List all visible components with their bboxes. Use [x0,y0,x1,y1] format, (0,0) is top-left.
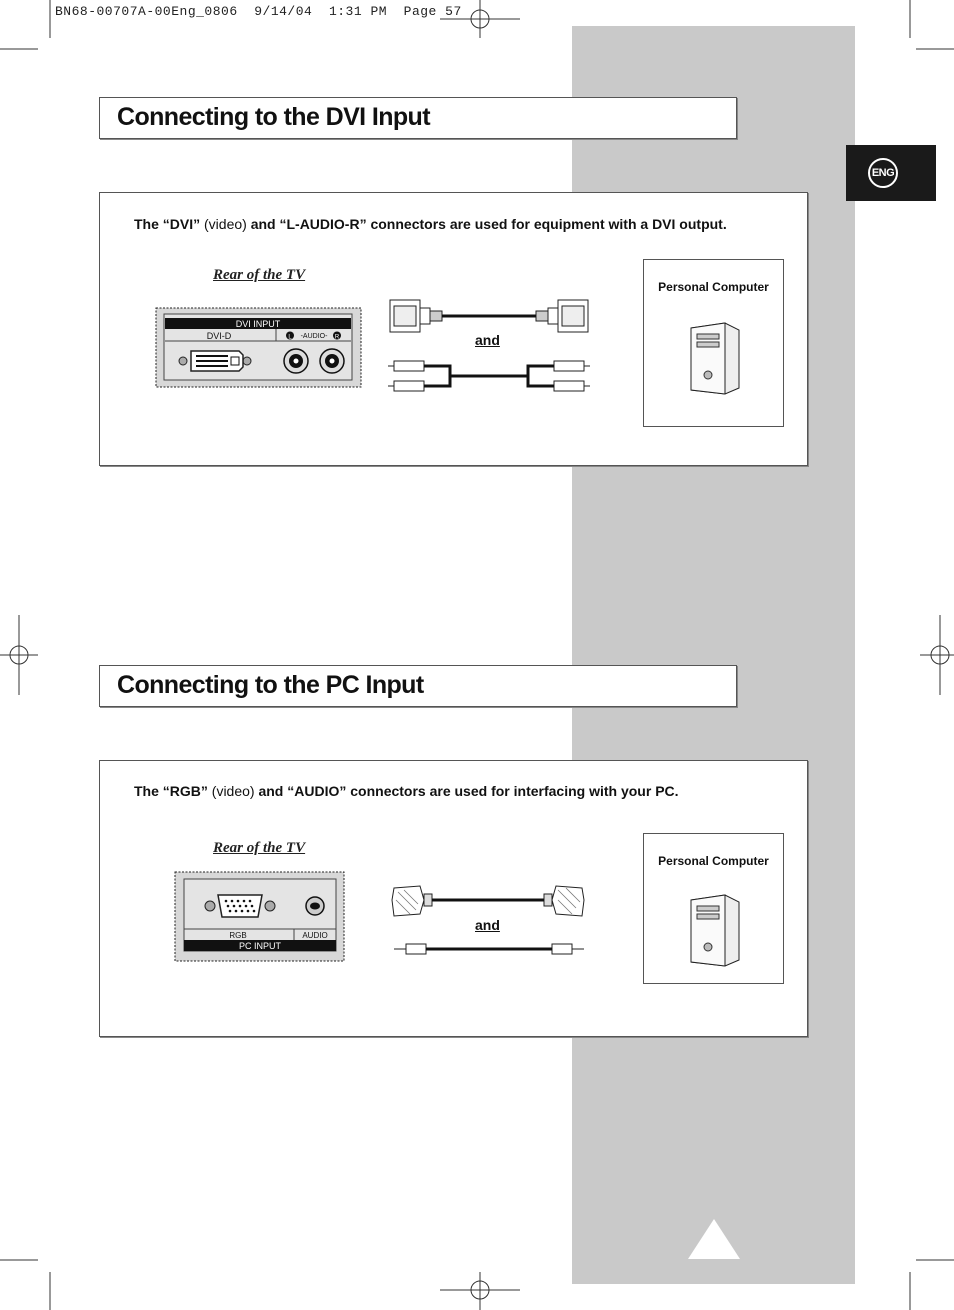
dvi-panel-audio-l: L [288,334,292,341]
dvi-pc-box [643,259,784,427]
pc-audio-jack [306,897,324,915]
dvi-panel-audio-label: -AUDIO- [300,333,328,340]
dvi-title-text: Connecting to the DVI Input [117,103,430,131]
pc-rear-label: Rear of the TV [213,840,306,856]
pc-input-panel [174,871,346,963]
dvi-section-title [99,97,737,139]
rgb-cable [390,884,586,918]
pc-description: The “RGB” (video) and “AUDIO” connectors are used for interfacing with your PC. [134,783,679,799]
audio-l-jack [284,349,308,373]
pc-content-box [99,760,808,1037]
pc-pc-box [643,833,784,984]
print-header: BN68-00707A-00Eng_0806 9/14/04 1:31 PM Page 57 [55,4,462,19]
computer-tower-icon [687,892,741,968]
stereo-audio-cable [388,356,590,396]
dvi-description: The “DVI” (video) and “L-AUDIO-R” connectors are used for equipment with a DVI output. [134,216,727,232]
pc-and-label: and [475,917,500,933]
pc-panel-footer: PC INPUT [238,941,282,951]
language-tab [846,145,936,201]
pc-panel-audio-label: AUDIO [302,931,328,940]
dvi-pc-label: Personal Computer [658,280,769,294]
pc-pc-label: Personal Computer [658,854,769,868]
dvi-cable [388,296,590,336]
language-badge: ENG [868,158,898,188]
next-page-triangle-icon [686,1217,742,1261]
dvi-content-box [99,192,808,466]
dvi-rear-label: Rear of the TV [213,267,306,283]
dvi-and-label: and [475,332,500,348]
pc-section-title [99,665,737,707]
dvi-input-panel [155,307,363,389]
dvi-panel-dvid-label: DVI-D [206,331,232,341]
pc-panel-rgb-label: RGB [229,931,247,940]
computer-tower-icon [687,320,741,396]
pc-audio-cable [394,939,584,959]
dvi-panel-audio-r: R [334,334,340,341]
pc-title-text: Connecting to the PC Input [117,671,424,699]
audio-r-jack [320,349,344,373]
dvi-panel-header: DVI INPUT [235,319,281,329]
